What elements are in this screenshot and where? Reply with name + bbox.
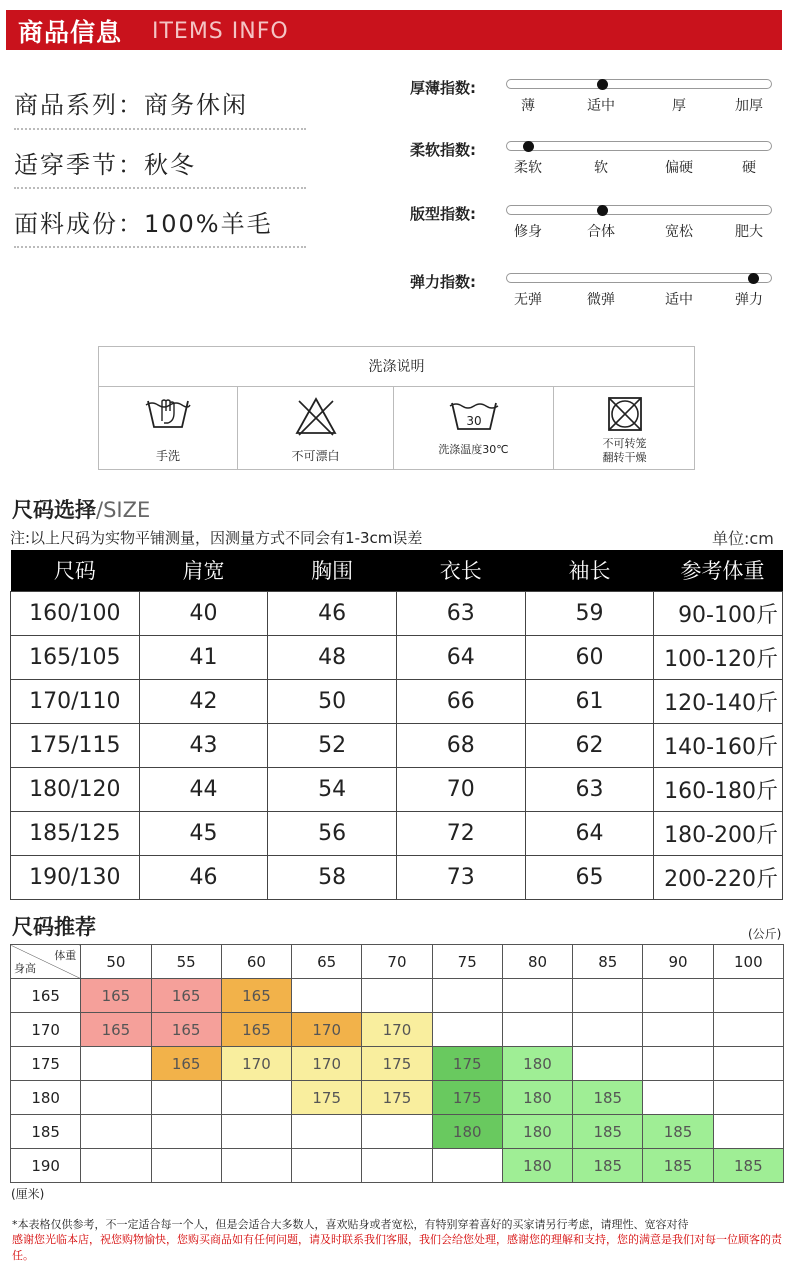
weight-header: 60 [221, 945, 291, 979]
hand-wash-icon [144, 395, 192, 435]
recommend-corner [11, 945, 81, 979]
size-cell: 66 [396, 679, 525, 723]
size-cell: 48 [268, 635, 397, 679]
index-label: 弹力指数: [410, 273, 476, 291]
info-season [14, 145, 306, 180]
size-cell: 200-220斤 [654, 855, 783, 899]
recommend-header-row [11, 945, 784, 979]
recommend-cell [713, 1115, 783, 1149]
size-row [11, 855, 783, 899]
recommend-cell [221, 1081, 291, 1115]
recommend-cell [81, 1149, 151, 1183]
size-row [11, 767, 783, 811]
size-cell: 46 [139, 855, 268, 899]
height-header: 165 [11, 979, 81, 1013]
height-header: 180 [11, 1081, 81, 1115]
recommend-cell [573, 1013, 643, 1047]
info-label: 适穿季节： [14, 151, 144, 179]
recommend-cell: 185 [643, 1149, 713, 1183]
recommend-cell: 165 [81, 1013, 151, 1047]
recommend-title: 尺码推荐 [12, 915, 96, 939]
index-marker [523, 141, 534, 152]
recommend-cell: 185 [573, 1149, 643, 1183]
recommend-row [11, 1047, 784, 1081]
size-row [11, 635, 783, 679]
dotted-divider [14, 187, 306, 189]
info-value: 100%羊毛 [144, 210, 273, 238]
index-track [506, 79, 772, 89]
recommend-cell [292, 1149, 362, 1183]
recommend-weight-unit: (公斤) [748, 927, 782, 941]
size-cell: 160-180斤 [654, 767, 783, 811]
size-cell: 64 [396, 635, 525, 679]
recommend-cell: 185 [713, 1149, 783, 1183]
info-label: 商品系列： [14, 91, 144, 119]
recommend-cell [573, 979, 643, 1013]
size-cell: 45 [139, 811, 268, 855]
size-cell: 160/100 [11, 591, 140, 635]
recommend-cell: 185 [643, 1115, 713, 1149]
index-track [506, 273, 772, 283]
index-tick-label: 肥大 [735, 224, 763, 240]
size-cell: 50 [268, 679, 397, 723]
weight-header: 80 [502, 945, 572, 979]
no-tumble-dry-icon [606, 395, 644, 433]
index-marker [597, 79, 608, 90]
index-tick-label: 无弹 [514, 292, 542, 308]
recommend-cell [713, 1047, 783, 1081]
recommend-cell: 175 [432, 1047, 502, 1081]
info-fabric [14, 204, 306, 239]
size-cell: 61 [525, 679, 654, 723]
recommend-cell [221, 1149, 291, 1183]
recommend-cell: 175 [362, 1047, 432, 1081]
index-tick-label: 适中 [587, 98, 615, 114]
size-cell: 46 [268, 591, 397, 635]
index-tick-label: 加厚 [735, 98, 763, 114]
recommend-cell: 165 [221, 979, 291, 1013]
header-title: 商品信息 [18, 18, 123, 47]
size-cell: 64 [525, 811, 654, 855]
recommend-cell: 165 [221, 1013, 291, 1047]
recommend-cell [643, 1081, 713, 1115]
recommend-row [11, 1081, 784, 1115]
recommend-cell [292, 1115, 362, 1149]
size-cell: 54 [268, 767, 397, 811]
index-track [506, 141, 772, 151]
index-tick-label: 厚 [672, 98, 686, 114]
wash-label: 手洗 [155, 449, 180, 463]
recommend-cell [151, 1115, 221, 1149]
size-cell: 60 [525, 635, 654, 679]
wash-temp-text: 30 [465, 414, 482, 428]
height-header: 190 [11, 1149, 81, 1183]
size-cell: 165/105 [11, 635, 140, 679]
wash-item-no-bleach [238, 387, 394, 470]
footer-disclaimer: *本表格仅供参考，不一定适合每一个人，但是会适合大多数人，喜欢贴身或者宽松，有特别穿着喜好的买家请另行考虑，请理性、宽容对待 [12, 1218, 689, 1231]
size-cell: 185/125 [11, 811, 140, 855]
dotted-divider [14, 246, 306, 248]
size-table-header [11, 550, 783, 591]
recommend-cell [362, 979, 432, 1013]
recommend-cell [713, 979, 783, 1013]
size-row [11, 591, 783, 635]
recommend-cell: 165 [81, 979, 151, 1013]
index-tick-label: 适中 [665, 292, 693, 308]
size-cell: 72 [396, 811, 525, 855]
index-tick-label: 薄 [521, 98, 535, 114]
size-cell: 120-140斤 [654, 679, 783, 723]
recommend-row [11, 979, 784, 1013]
index-label: 厚薄指数: [410, 79, 476, 97]
col-header: 衣长 [396, 550, 525, 591]
recommend-cell [713, 1013, 783, 1047]
recommend-cell [432, 979, 502, 1013]
recommend-cell [432, 1149, 502, 1183]
size-unit: 单位:cm [712, 529, 774, 548]
recommend-cell: 185 [573, 1081, 643, 1115]
index-label: 版型指数: [410, 205, 476, 223]
size-cell: 180-200斤 [654, 811, 783, 855]
size-cell: 56 [268, 811, 397, 855]
col-header: 尺码 [11, 550, 140, 591]
index-tick-label: 弹力 [735, 292, 763, 308]
recommend-row [11, 1149, 784, 1183]
size-table [10, 550, 783, 900]
size-row [11, 811, 783, 855]
size-title: 尺码选择 [12, 498, 96, 522]
recommend-cell [81, 1047, 151, 1081]
index-tick-label: 修身 [514, 224, 542, 240]
recommend-cell: 165 [151, 1013, 221, 1047]
wash-label: 洗涤温度30℃ [438, 443, 509, 456]
size-cell: 180/120 [11, 767, 140, 811]
size-cell: 40 [139, 591, 268, 635]
size-cell: 140-160斤 [654, 723, 783, 767]
index-tick-label: 偏硬 [665, 160, 693, 176]
wash-label-line1: 不可转笼 [602, 437, 647, 450]
dotted-divider [14, 128, 306, 130]
no-bleach-icon [293, 395, 339, 437]
recommend-cell: 170 [292, 1013, 362, 1047]
recommend-cell [502, 979, 572, 1013]
recommend-cell [362, 1115, 432, 1149]
recommend-cell: 180 [432, 1115, 502, 1149]
recommend-cell: 185 [573, 1115, 643, 1149]
index-tick-label: 硬 [742, 160, 756, 176]
info-series [14, 85, 306, 120]
weight-header: 65 [292, 945, 362, 979]
size-cell: 63 [525, 767, 654, 811]
recommend-cell [643, 979, 713, 1013]
index-tick-label: 柔软 [514, 160, 542, 176]
recommend-cell [151, 1149, 221, 1183]
index-track [506, 205, 772, 215]
index-tick-label: 合体 [587, 224, 615, 240]
recommend-cell: 180 [502, 1081, 572, 1115]
recommend-cell [643, 1013, 713, 1047]
recommend-cell [643, 1047, 713, 1081]
size-cell: 44 [139, 767, 268, 811]
header-subtitle: ITEMS INFO [152, 19, 289, 44]
size-cell: 42 [139, 679, 268, 723]
recommend-cell: 170 [362, 1013, 432, 1047]
recommend-table [10, 944, 784, 1183]
recommend-cell [573, 1047, 643, 1081]
recommend-cell: 170 [292, 1047, 362, 1081]
recommend-cell [362, 1149, 432, 1183]
wash-30-icon [448, 395, 500, 435]
wash-item-hand-wash [99, 387, 238, 470]
size-cell: 63 [396, 591, 525, 635]
footer-thanks: 感谢您光临本店，祝您购物愉快，您购买商品如有任何问题，请及时联系我们客服，我们会给您处理，感谢您的理解和支持，您的满意是我们对每一位顾客的责任。 [12, 1233, 782, 1262]
size-cell: 65 [525, 855, 654, 899]
weight-header: 50 [81, 945, 151, 979]
height-header: 170 [11, 1013, 81, 1047]
size-cell: 52 [268, 723, 397, 767]
recommend-cell [432, 1013, 502, 1047]
recommend-height-unit: (厘米) [11, 1187, 45, 1201]
section-header [6, 10, 782, 50]
size-cell: 175/115 [11, 723, 140, 767]
recommend-cell [221, 1115, 291, 1149]
height-header: 185 [11, 1115, 81, 1149]
weight-header: 90 [643, 945, 713, 979]
recommend-cell: 180 [502, 1149, 572, 1183]
wash-label: 不可漂白 [291, 449, 340, 463]
size-cell: 100-120斤 [654, 635, 783, 679]
corner-weight: 体重 [54, 949, 77, 962]
size-note: 注:以上尺码为实物平铺测量，因测量方式不同会有1-3cm误差 [10, 529, 423, 547]
col-header: 胸围 [268, 550, 397, 591]
size-cell: 190/130 [11, 855, 140, 899]
recommend-row [11, 1115, 784, 1149]
recommend-cell: 165 [151, 1047, 221, 1081]
weight-header: 70 [362, 945, 432, 979]
size-cell: 70 [396, 767, 525, 811]
info-label: 面料成份： [14, 210, 144, 238]
index-label: 柔软指数: [410, 141, 476, 159]
recommend-cell: 180 [502, 1047, 572, 1081]
size-cell: 73 [396, 855, 525, 899]
recommend-cell [502, 1013, 572, 1047]
index-tick-label: 软 [594, 160, 608, 176]
size-cell: 68 [396, 723, 525, 767]
recommend-cell [292, 979, 362, 1013]
wash-title: 洗涤说明 [99, 347, 694, 387]
size-subtitle: /SIZE [96, 498, 151, 522]
size-cell: 41 [139, 635, 268, 679]
size-cell: 59 [525, 591, 654, 635]
info-value: 秋冬 [144, 151, 196, 179]
size-cell: 90-100斤 [654, 591, 783, 635]
index-tick-label: 宽松 [665, 224, 693, 240]
recommend-cell [151, 1081, 221, 1115]
weight-header: 75 [432, 945, 502, 979]
wash-item-no-tumble-dry [554, 387, 695, 470]
recommend-cell [81, 1115, 151, 1149]
size-cell: 58 [268, 855, 397, 899]
height-header: 175 [11, 1047, 81, 1081]
weight-header: 85 [573, 945, 643, 979]
size-section-title [12, 494, 150, 524]
wash-label-line2: 翻转干燥 [602, 451, 647, 464]
recommend-cell: 180 [502, 1115, 572, 1149]
recommend-cell: 175 [292, 1081, 362, 1115]
corner-height: 身高 [14, 962, 36, 975]
weight-header: 55 [151, 945, 221, 979]
info-value: 商务休闲 [144, 91, 248, 119]
index-tick-label: 微弹 [587, 292, 615, 308]
index-marker [748, 273, 759, 284]
recommend-cell: 175 [362, 1081, 432, 1115]
size-cell: 170/110 [11, 679, 140, 723]
col-header: 肩宽 [139, 550, 268, 591]
recommend-cell [81, 1081, 151, 1115]
size-row [11, 723, 783, 767]
weight-header: 100 [713, 945, 783, 979]
index-marker [597, 205, 608, 216]
size-cell: 43 [139, 723, 268, 767]
size-cell: 62 [525, 723, 654, 767]
col-header: 袖长 [525, 550, 654, 591]
wash-item-wash-30 [394, 387, 554, 470]
recommend-cell: 170 [221, 1047, 291, 1081]
recommend-row [11, 1013, 784, 1047]
col-header: 参考体重 [654, 550, 783, 591]
wash-instructions [98, 346, 695, 470]
recommend-cell: 165 [151, 979, 221, 1013]
size-row [11, 679, 783, 723]
recommend-cell: 175 [432, 1081, 502, 1115]
recommend-cell [713, 1081, 783, 1115]
